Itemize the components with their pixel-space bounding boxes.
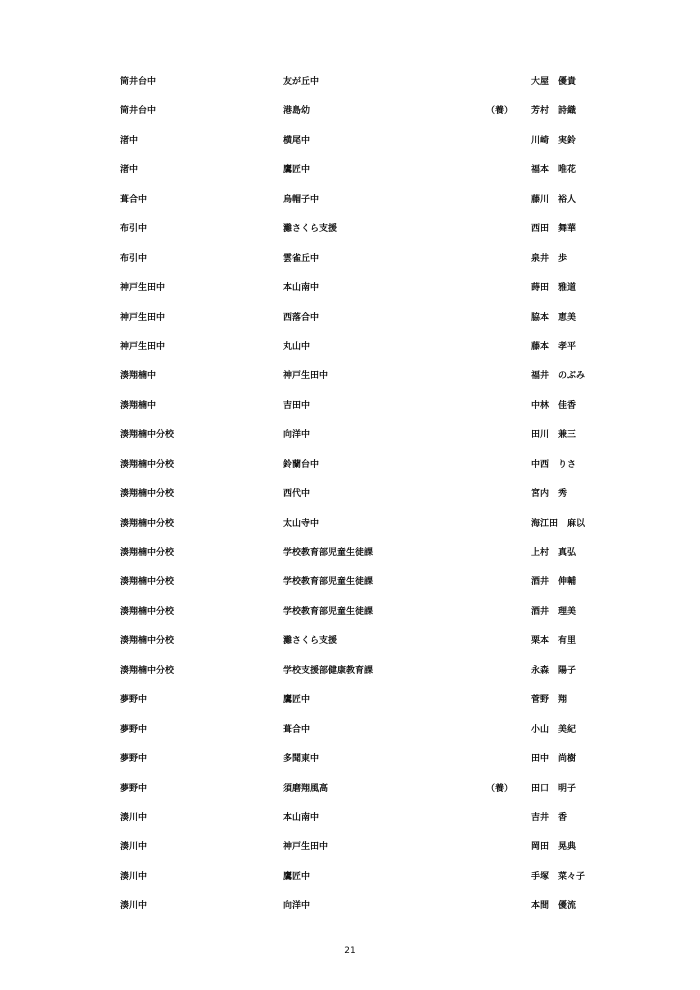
- staff-name: 田中 尚樹: [531, 754, 577, 765]
- staff-name: 菅野 翔: [531, 695, 568, 706]
- staff-name: 酒井 理美: [531, 606, 577, 617]
- staff-name: 栗本 有里: [531, 636, 577, 647]
- previous-school: 渚中: [120, 165, 139, 176]
- staff-name: 芳村 詩織: [531, 106, 577, 117]
- staff-name: 脇本 恵美: [531, 312, 577, 323]
- new-assignment: 本山南中: [283, 812, 320, 823]
- previous-school: 湊翔楠中分校: [120, 518, 175, 529]
- new-assignment: 鷹匠中: [283, 871, 311, 882]
- previous-school: 夢野中: [120, 783, 148, 794]
- new-assignment: 学校支援部健康教育課: [283, 665, 374, 676]
- previous-school: 湊翔楠中分校: [120, 459, 175, 470]
- staff-name: 小山 美紀: [531, 724, 577, 735]
- list-row: [0, 217, 700, 246]
- new-assignment: 向洋中: [283, 430, 311, 441]
- list-row: [0, 335, 700, 364]
- list-row: [0, 512, 700, 541]
- staff-name: 中西 りさ: [531, 459, 577, 470]
- previous-school: 湊翔楠中分校: [120, 430, 175, 441]
- staff-name: 西田 舞華: [531, 224, 577, 235]
- previous-school: 湊川中: [120, 812, 148, 823]
- new-assignment: 学校教育部児童生徒課: [283, 548, 374, 558]
- new-assignment: 雲雀丘中: [283, 253, 320, 264]
- previous-school: 湊翔楠中分校: [120, 577, 175, 588]
- previous-school: 布引中: [120, 224, 148, 235]
- list-row: [0, 806, 700, 835]
- list-row: [0, 482, 700, 511]
- list-row: [0, 99, 700, 128]
- staff-name: 田口 明子: [531, 783, 577, 794]
- staff-name: 泉井 歩: [531, 253, 568, 264]
- staff-name: 岡田 晃典: [531, 842, 577, 853]
- staff-name: 吉井 香: [531, 812, 568, 823]
- previous-school: 湊川中: [120, 871, 148, 882]
- staff-name: 上村 真弘: [531, 548, 577, 558]
- new-assignment: 丸山中: [283, 341, 311, 352]
- note-mark: （養）: [486, 106, 514, 117]
- new-assignment: 本山南中: [283, 283, 320, 294]
- list-row: [0, 718, 700, 747]
- new-assignment: 港島幼: [283, 106, 311, 117]
- previous-school: 夢野中: [120, 724, 148, 735]
- new-assignment: 学校教育部児童生徒課: [283, 577, 374, 588]
- list-row: [0, 276, 700, 305]
- list-row: [0, 629, 700, 658]
- new-assignment: 葺合中: [283, 724, 311, 735]
- staff-name: 永森 陽子: [531, 665, 577, 676]
- new-assignment: 友が丘中: [283, 77, 320, 87]
- staff-name: 藤川 裕人: [531, 194, 577, 205]
- staff-name: 福本 唯花: [531, 165, 577, 176]
- new-assignment: 神戸生田中: [283, 371, 329, 382]
- new-assignment: 烏帽子中: [283, 194, 320, 205]
- previous-school: 湊翔楠中分校: [120, 665, 175, 676]
- previous-school: 筒井台中: [120, 77, 157, 87]
- list-row: [0, 835, 700, 864]
- previous-school: 湊翔楠中分校: [120, 606, 175, 617]
- list-row: [0, 364, 700, 393]
- previous-school: 筒井台中: [120, 106, 157, 117]
- list-row: [0, 247, 700, 276]
- staff-name: 田川 兼三: [531, 430, 577, 441]
- list-row: [0, 570, 700, 599]
- previous-school: 湊翔楠中分校: [120, 548, 175, 558]
- new-assignment: 神戸生田中: [283, 842, 329, 853]
- staff-name: 川崎 実鈴: [531, 135, 577, 146]
- list-row: [0, 659, 700, 688]
- list-row: [0, 865, 700, 894]
- list-row: [0, 306, 700, 335]
- previous-school: 神戸生田中: [120, 312, 166, 323]
- staff-name: 本間 優流: [531, 901, 577, 912]
- list-row: [0, 394, 700, 423]
- note-mark: （養）: [486, 783, 514, 794]
- new-assignment: 太山寺中: [283, 518, 320, 529]
- list-row: [0, 129, 700, 158]
- transfer-list: [0, 70, 700, 924]
- previous-school: 夢野中: [120, 754, 148, 765]
- staff-name: 福井 のぶみ: [531, 371, 586, 382]
- new-assignment: 灘さくら支援: [283, 636, 338, 647]
- previous-school: 湊翔楠中: [120, 371, 157, 382]
- list-row: [0, 453, 700, 482]
- previous-school: 葺合中: [120, 194, 148, 205]
- staff-name: 酒井 伸輔: [531, 577, 577, 588]
- list-row: [0, 158, 700, 187]
- previous-school: 神戸生田中: [120, 283, 166, 294]
- previous-school: 湊翔楠中分校: [120, 636, 175, 647]
- list-row: [0, 541, 700, 570]
- previous-school: 神戸生田中: [120, 341, 166, 352]
- previous-school: 湊川中: [120, 842, 148, 853]
- previous-school: 夢野中: [120, 695, 148, 706]
- new-assignment: 須磨翔風高: [283, 783, 329, 794]
- new-assignment: 西代中: [283, 489, 311, 500]
- list-row: [0, 747, 700, 776]
- list-row: [0, 688, 700, 717]
- previous-school: 湊翔楠中: [120, 400, 157, 411]
- staff-name: 宮内 秀: [531, 489, 568, 500]
- staff-name: 大屋 優貴: [531, 77, 577, 87]
- staff-name: 手塚 菜々子: [531, 871, 586, 882]
- new-assignment: 鷹匠中: [283, 165, 311, 176]
- previous-school: 渚中: [120, 135, 139, 146]
- staff-name: 中林 佳香: [531, 400, 577, 411]
- new-assignment: 学校教育部児童生徒課: [283, 606, 374, 617]
- new-assignment: 多聞東中: [283, 754, 320, 765]
- list-row: [0, 423, 700, 452]
- new-assignment: 鷹匠中: [283, 695, 311, 706]
- new-assignment: 向洋中: [283, 901, 311, 912]
- previous-school: 布引中: [120, 253, 148, 264]
- staff-name: 蒔田 雅道: [531, 283, 577, 294]
- new-assignment: 吉田中: [283, 400, 311, 411]
- page-number: 21: [344, 946, 356, 956]
- staff-name: 海江田 麻以: [531, 518, 586, 529]
- new-assignment: 西落合中: [283, 312, 320, 323]
- new-assignment: 鈴蘭台中: [283, 459, 320, 470]
- new-assignment: 横尾中: [283, 135, 311, 146]
- list-row: [0, 777, 700, 806]
- list-row: [0, 70, 700, 99]
- previous-school: 湊川中: [120, 901, 148, 912]
- list-row: [0, 600, 700, 629]
- list-row: [0, 188, 700, 217]
- list-row: [0, 894, 700, 923]
- new-assignment: 灘さくら支援: [283, 224, 338, 235]
- previous-school: 湊翔楠中分校: [120, 489, 175, 500]
- staff-name: 藤本 孝平: [531, 341, 577, 352]
